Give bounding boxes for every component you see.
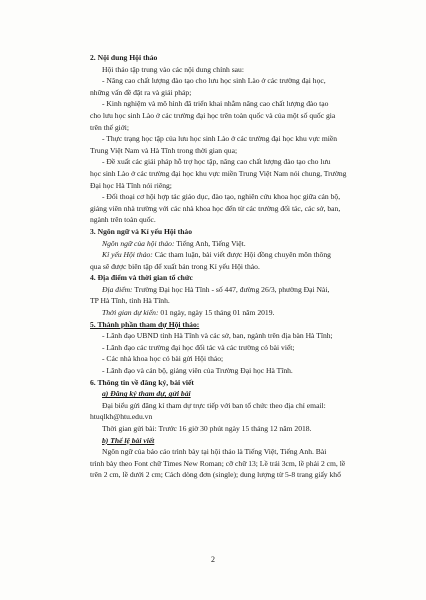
section-heading-venue: 4. Địa điểm và thời gian tổ chức: [90, 273, 193, 283]
time-label: Thời gian dự kiến:: [102, 308, 159, 318]
proceedings-line: [90, 249, 390, 261]
participant-item: - Lãnh đạo UBND tỉnh Hà Tĩnh và các sở, ban, ngành trên địa bàn Hà Tĩnh;: [102, 331, 333, 341]
language-label: Ngôn ngữ của hội thảo:: [102, 238, 175, 248]
document-body: [90, 52, 390, 481]
page-number: 2: [211, 555, 215, 564]
venue-label: Địa điểm:: [102, 284, 133, 294]
subheading-registration: a) Đăng ký tham dự, gửi bài: [102, 389, 191, 399]
venue-value: Trường Đại học Hà Tĩnh - số 447, đường 26/3, phường Đại Nài,: [132, 284, 330, 294]
bullet-line: - Thực trạng học tập của lưu học sinh Lào ở các trường đại học khu vực miền: [102, 134, 338, 144]
time-value: 01 ngày, ngày 15 tháng 01 năm 2019.: [158, 308, 275, 318]
rules-line: Ngôn ngữ của báo cáo trình bày tại hội thảo là Tiếng Việt, Tiếng Anh. Bài: [102, 447, 327, 457]
section-heading-content: 2. Nội dung Hội thảo: [90, 53, 158, 62]
participant-item: - Lãnh đạo các trường đại học đối tác và các trường có bài viết;: [102, 342, 295, 352]
bullet-line: - Kinh nghiệm và mô hình đã triển khai nhằm nâng cao chất lượng đào tạo: [102, 99, 329, 109]
proceedings-value: Các tham luận, bài viết được Hội đồng chuyên môn thông: [152, 250, 331, 260]
bullet-line: - Đối thoại cơ hội hợp tác giáo dục, đào tạo, nghiên cứu khoa học giữa cán bộ,: [102, 192, 341, 202]
participant-item: - Lãnh đạo và cán bộ, giảng viên của Trường Đại học Hà Tĩnh.: [102, 366, 293, 376]
section-heading-language: 3. Ngôn ngữ và Kỉ yếu Hội thảo: [90, 226, 193, 236]
venue-line: [90, 284, 390, 296]
language-line: [90, 238, 390, 250]
proceedings-label: Kỉ yếu Hội thảo:: [102, 250, 153, 260]
section-intro: Hội thảo tập trung vào các nội dung chính sau:: [102, 64, 244, 74]
section-heading-participants: 5. Thành phần tham dự Hội thảo:: [90, 319, 200, 329]
registration-line: Đại biểu gửi đăng kí tham dự trực tiếp với ban tổ chức theo địa chỉ email:: [102, 400, 326, 410]
venue-line-2: TP Hà Tĩnh, tỉnh Hà Tĩnh.: [90, 296, 170, 306]
registration-email: htuqlkh@htu.edu.vn: [90, 412, 153, 422]
bullet-line: cho lưu học sinh Lào ở các trường đại học trên toàn quốc và của một số quốc gia: [90, 110, 336, 120]
bullet-line: Đại học Hà Tĩnh nói riêng;: [90, 180, 172, 190]
bullet-line: Trung Việt Nam và Hà Tĩnh trong thời gian qua;: [90, 145, 238, 155]
bullet-line: giảng viên nhà trường với các nhà khoa học đến từ các trường đối tác, các sở, ban,: [90, 203, 341, 213]
proceedings-line-2: qua sẽ được biên tập để xuất bản trong Kỉ yếu Hội thảo.: [90, 261, 260, 271]
bullet-line: - Đề xuất các giải pháp hỗ trợ học tập, nâng cao chất lượng đào tạo cho lưu: [102, 157, 331, 167]
rules-line: trên 2 cm, lề dưới 2 cm; Cách dòng đơn (single); dung lượng từ 5-8 trang giấy khổ: [90, 470, 341, 480]
bullet-line: những vấn đề đặt ra và giải pháp;: [90, 87, 192, 97]
time-line: [90, 307, 390, 319]
subheading-rules: b) Thể lệ bài viết: [102, 435, 155, 445]
bullet-line: - Nâng cao chất lượng đào tạo cho lưu học sinh Lào ở các trường đại học,: [102, 76, 326, 86]
rules-line: trình bày theo Font chữ Times New Roman; cỡ chữ 13; Lề trái 3cm, lề phải 2 cm, lề: [90, 458, 346, 468]
language-value: Tiếng Anh, Tiếng Việt.: [174, 238, 246, 248]
deadline-line: Thời gian gửi bài: Trước 16 giờ 30 phút ngày 15 tháng 12 năm 2018.: [102, 424, 312, 433]
section-heading-registration: 6. Thông tin về đăng ký, bài viết: [90, 377, 194, 387]
bullet-line: ngành trên toàn quốc.: [90, 215, 156, 225]
bullet-line: học sinh Lào ở các trường đại học khu vực miền Trung Việt Nam nói chung, Trường: [90, 168, 347, 178]
participant-item: - Các nhà khoa học có bài gửi Hội thảo;: [102, 354, 224, 364]
bullet-line: trên thế giới;: [90, 122, 130, 132]
